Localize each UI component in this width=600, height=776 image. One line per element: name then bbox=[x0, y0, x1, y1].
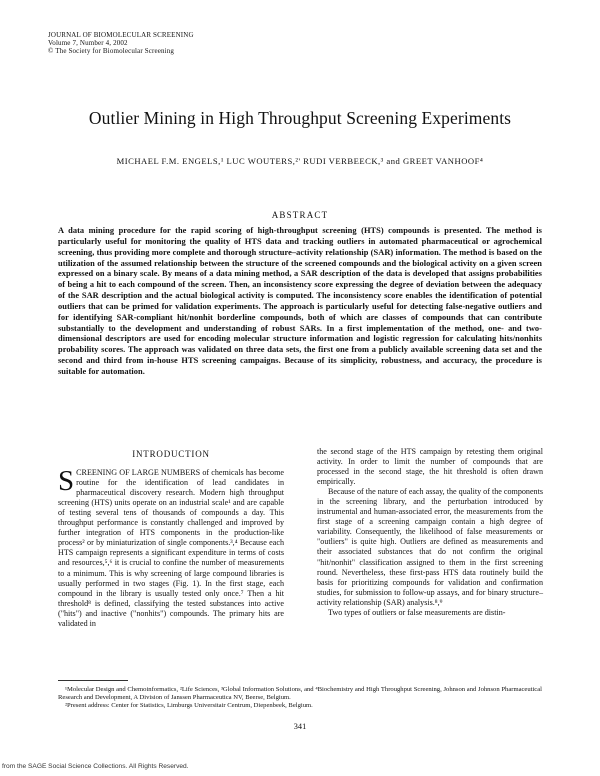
intro-paragraph-4: Two types of outliers or false measurements are distin- bbox=[328, 607, 506, 617]
intro-paragraph-1-text: CREENING OF LARGE NUMBERS of chemicals has become routine for the identification of lead candidates in pharmaceutical discovery research. Modern high throughput screening (HTS) units operate on an industrial scale¹ and are capable of testing several tens of thousands of compounds a day. This throughput performance is constantly challenged and improved by further integration of HTS components in the production-like process² or by miniaturization of single components.³,⁴ Because each HTS campaign represents a significant expenditure in terms of costs and resources,⁵,⁶ it is crucial to confine the number of measurements to a minimum. This is why screening of large compound libraries is usually performed in two stages (Fig. 1). In the first stage, each compound in the library is usually tested only once.⁷ Then a hit threshold⁸ is defined, classifying the tested substances into active ("hits") and inactive ("nonhits") compounds. The primary hits are validated in bbox=[58, 468, 284, 628]
author-list: MICHAEL F.M. ENGELS,¹ LUC WOUTERS,²' RUDI VERBEECK,³ and GREET VANHOOF⁴ bbox=[116, 156, 484, 166]
abstract-text: A data mining procedure for the rapid scoring of high-throughput screening (HTS) compounds is presented. The method is particularly useful for monitoring the quality of HTS data and tracking outliers in automated pharmaceutical or agrochemical screening, thus providing more complete and thorough structure–activity relationship (SAR) information. The method is based on the utilization of the assumed relationship between the structure of the screened compounds and the biological activity on a given screen expressed on a binary scale. By means of a data mining method, a SAR description of the data is developed that assigns probabilities of being a hit to each compound of the screen. Then, an inconsistency score expressing the degree of deviation between the adequacy of the SAR description and the actual biological activity is computed. The inconsistency score enables the identification of potential outliers that can be primed for validation experiments. The approach is particularly useful for detecting false-negative outliers and for identifying SAR-compliant hit/nonhit borderline compounds, both of which are classes of compounds that can contribute substantially to the development and understanding of robust SARs. In a first implementation of the method, one- and two-dimensional descriptors are used for encoding molecular structure information and logistic regression for calculating hits/nonhits probability scores. The approach was validated on three data sets, the first one from a publicly available screening data set and the second and third from in-house HTS screening campaigns. Because of its simplicity, robustness, and accuracy, the procedure is suitable for automation. bbox=[58, 226, 542, 376]
journal-name: JOURNAL OF BIOMOLECULAR SCREENING bbox=[48, 31, 194, 39]
abstract-heading: ABSTRACT bbox=[271, 210, 329, 220]
footnotes bbox=[58, 686, 542, 710]
introduction-heading: INTRODUCTION bbox=[132, 449, 210, 459]
article-title: Outlier Mining in High Throughput Screening Experiments bbox=[88, 108, 512, 128]
intro-paragraph-2: the second stage of the HTS campaign by retesting them original activity. In order to limit the number of compounds that are processed in the second stage, the hit threshold is often drawn empirically. bbox=[317, 447, 543, 487]
footnote-divider bbox=[58, 680, 128, 681]
right-column bbox=[317, 447, 543, 618]
journal-volume: Volume 7, Number 4, 2002 bbox=[48, 39, 128, 48]
intro-paragraph-1 bbox=[58, 465, 284, 629]
journal-copyright: © The Society for Biomolecular Screening bbox=[48, 47, 175, 56]
intro-paragraph-3: Because of the nature of each assay, the quality of the components in the screening library, and the perturbation introduced by instrumental and human-associated error, the measurements from the first stage of a screening campaign contain a high degree of variability. Consequently, the likelihood of false measurements or "outliers" is quite high. Outliers are defined as measurements and their associated substances that do not confirm the original "hit/nonhit" classification assigned to them in the first screening round. Nevertheless, these first-pass HTS data routinely build the basis for prioritizing compounds for validation and confirmation studies, for submission to follow-up assays, and for binary structure–activity relationship (SAR) analysis.⁸,⁹ bbox=[317, 487, 543, 607]
drop-cap: S bbox=[58, 465, 75, 498]
source-line: from the SAGE Social Science Collections. All Rights Reserved. bbox=[2, 763, 189, 770]
left-column bbox=[58, 447, 284, 629]
journal-header bbox=[48, 31, 194, 56]
footnote-affiliations: ¹Molecular Design and Chemoinformatics, ²Life Sciences, ³Global Information Solutions, and ⁴Biochemistry and High Throughput Screening, Johnson and Johnson Pharmaceutical Research and Development, A Division of Janssen Pharmaceutica NV, Beerse, Belgium. bbox=[58, 686, 542, 701]
footnote-present-address: ²Present address: Center for Statistics, Limburgs Universitair Centrum, Diepenbeek, Belgium. bbox=[65, 702, 313, 709]
page-number: 341 bbox=[293, 722, 307, 731]
